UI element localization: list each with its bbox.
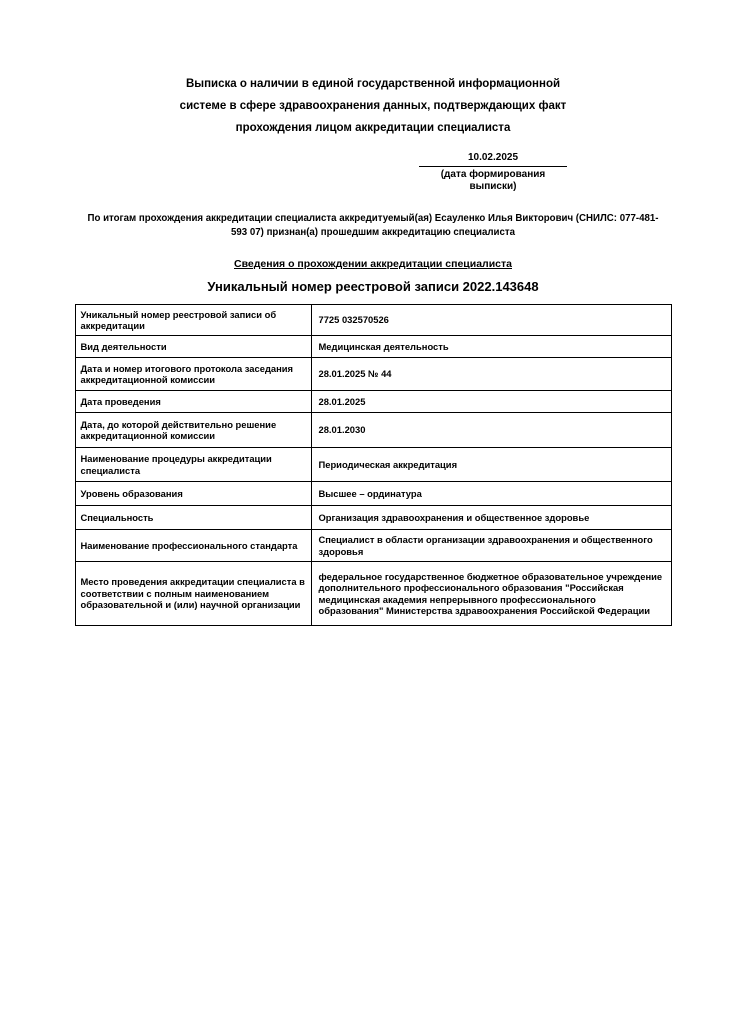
section-heading: Сведения о прохождении аккредитации специалиста (234, 258, 512, 270)
table-row (75, 305, 671, 336)
row-label-cell: Специальность (75, 506, 311, 530)
document-title-line: системе в сфере здравоохранения данных, подтверждающих факт (179, 100, 567, 112)
table-row (75, 448, 671, 482)
table-row (75, 336, 671, 358)
row-value-cell: 28.01.2025 № 44 (311, 358, 671, 391)
table-row (75, 413, 671, 448)
table-row (75, 506, 671, 530)
row-label-cell: Место проведения аккредитации специалиста в соответствии с полным наименованием образовательной и (или) научной организации (75, 562, 311, 626)
extract-date: 10.02.2025 (419, 152, 567, 167)
row-value-cell: 28.01.2025 (311, 391, 671, 413)
extract-date-caption: (дата формирования выписки) (440, 169, 546, 192)
row-value-cell: федеральное государственное бюджетное образовательное учреждение дополнительного профессионального образования "Российская медицинская академия непрерывного профессионального образования" Министерства здравоохранения Российской Федерации (311, 562, 671, 626)
intro-line: 593 07) признан(а) прошедшим аккредитацию специалиста (231, 226, 515, 238)
table-row (75, 562, 671, 626)
row-value-cell: 7725 032570526 (311, 305, 671, 336)
table-row (75, 482, 671, 506)
document-title (173, 73, 573, 139)
row-label-cell: Дата, до которой действительно решение аккредитационной комиссии (75, 413, 311, 448)
row-label-cell: Наименование профессионального стандарта (75, 530, 311, 562)
document-title-line: Выписка о наличии в единой государственной информационной (185, 78, 561, 90)
date-block (419, 152, 567, 193)
row-value-cell: Организация здравоохранения и общественное здоровье (311, 506, 671, 530)
accreditation-table (75, 304, 672, 626)
row-label-cell: Уникальный номер реестровой записи об аккредитации (75, 305, 311, 336)
document-title-line: прохождения лицом аккредитации специалиста (235, 122, 511, 134)
row-label-cell: Уровень образования (75, 482, 311, 506)
table-row (75, 391, 671, 413)
row-label-cell: Вид деятельности (75, 336, 311, 358)
row-label-cell: Дата проведения (75, 391, 311, 413)
row-label-cell: Дата и номер итогового протокола заседания аккредитационной комиссии (75, 358, 311, 391)
table-row (75, 530, 671, 562)
row-value-cell: 28.01.2030 (311, 413, 671, 448)
intro-line: По итогам прохождения аккредитации специалиста аккредитуемый(ая) Есауленко Илья Викторович (СНИЛС: 077-481- (87, 213, 659, 224)
row-value-cell: Медицинская деятельность (311, 336, 671, 358)
registry-number-heading: Уникальный номер реестровой записи 2022.143648 (207, 279, 539, 294)
row-value-cell: Высшее – ординатура (311, 482, 671, 506)
row-label-cell: Наименование процедуры аккредитации специалиста (75, 448, 311, 482)
row-value-cell: Периодическая аккредитация (311, 448, 671, 482)
intro-paragraph (84, 212, 662, 239)
table-row (75, 358, 671, 391)
row-value-cell: Специалист в области организации здравоохранения и общественного здоровья (311, 530, 671, 562)
